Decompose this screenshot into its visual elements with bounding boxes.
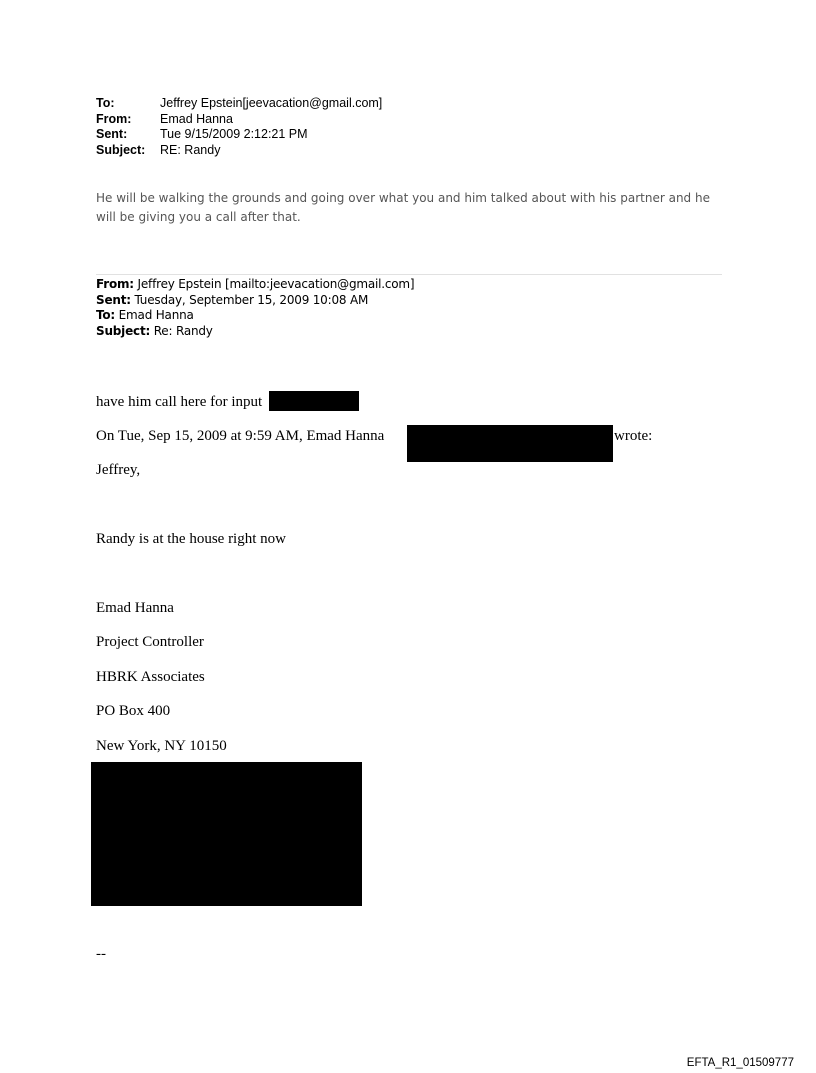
redaction-block xyxy=(91,762,362,906)
quoted-sent-value: Tuesday, September 15, 2009 10:08 AM xyxy=(134,292,369,307)
quoted-to-value: Emad Hanna xyxy=(118,308,194,322)
quoted-to-label: To: xyxy=(96,308,116,322)
signature-pobox: PO Box 400 xyxy=(96,703,171,719)
header-sent-row xyxy=(96,127,382,143)
from-label: From: xyxy=(96,111,132,126)
quoted-from-row xyxy=(96,277,414,293)
input-line: have him call here for input xyxy=(96,394,263,410)
signature-title: Project Controller xyxy=(96,634,204,650)
header-subject-row xyxy=(96,143,382,159)
to-value: Jeffrey Epstein[jeevacation@gmail.com] xyxy=(160,96,383,110)
redaction-block xyxy=(269,391,359,411)
wrote-text: wrote: xyxy=(614,428,653,444)
quoted-subject-label: Subject: xyxy=(96,323,151,338)
sent-value: Tue 9/15/2009 2:12:21 PM xyxy=(160,127,308,141)
signature-dashes: -- xyxy=(96,946,106,962)
message-text: Randy is at the house right now xyxy=(96,531,286,547)
quoted-sent-row xyxy=(96,293,414,309)
greeting: Jeffrey, xyxy=(96,462,141,478)
subject-value: RE: Randy xyxy=(160,142,221,157)
to-label: To: xyxy=(96,96,115,110)
quoted-subject-row xyxy=(96,324,414,340)
reply-body: He will be walking the grounds and going over what you and him talked about with his partner and he will be giving you a call after that. xyxy=(96,191,710,224)
quoted-to-row xyxy=(96,308,414,324)
quoted-from-value: Jeffrey Epstein [mailto:jeevacation@gmail.com] xyxy=(137,277,415,291)
redaction-block xyxy=(407,425,613,462)
quoted-subject-value: Re: Randy xyxy=(153,323,213,338)
email-header xyxy=(96,96,382,158)
header-from-row xyxy=(96,112,382,128)
quoted-sent-label: Sent: xyxy=(96,292,131,307)
header-to-row xyxy=(96,96,382,112)
sent-label: Sent: xyxy=(96,127,128,141)
signature-name: Emad Hanna xyxy=(96,600,174,616)
signature-company: HBRK Associates xyxy=(96,669,205,685)
divider xyxy=(96,274,722,275)
from-value: Emad Hanna xyxy=(160,111,233,126)
document-id: EFTA_R1_01509777 xyxy=(686,1057,794,1069)
quoted-from-label: From: xyxy=(96,277,134,291)
signature-city: New York, NY 10150 xyxy=(96,738,227,754)
subject-label: Subject: xyxy=(96,142,146,157)
on-date-line: On Tue, Sep 15, 2009 at 9:59 AM, Emad Hanna xyxy=(96,428,385,444)
quoted-header xyxy=(96,277,414,339)
